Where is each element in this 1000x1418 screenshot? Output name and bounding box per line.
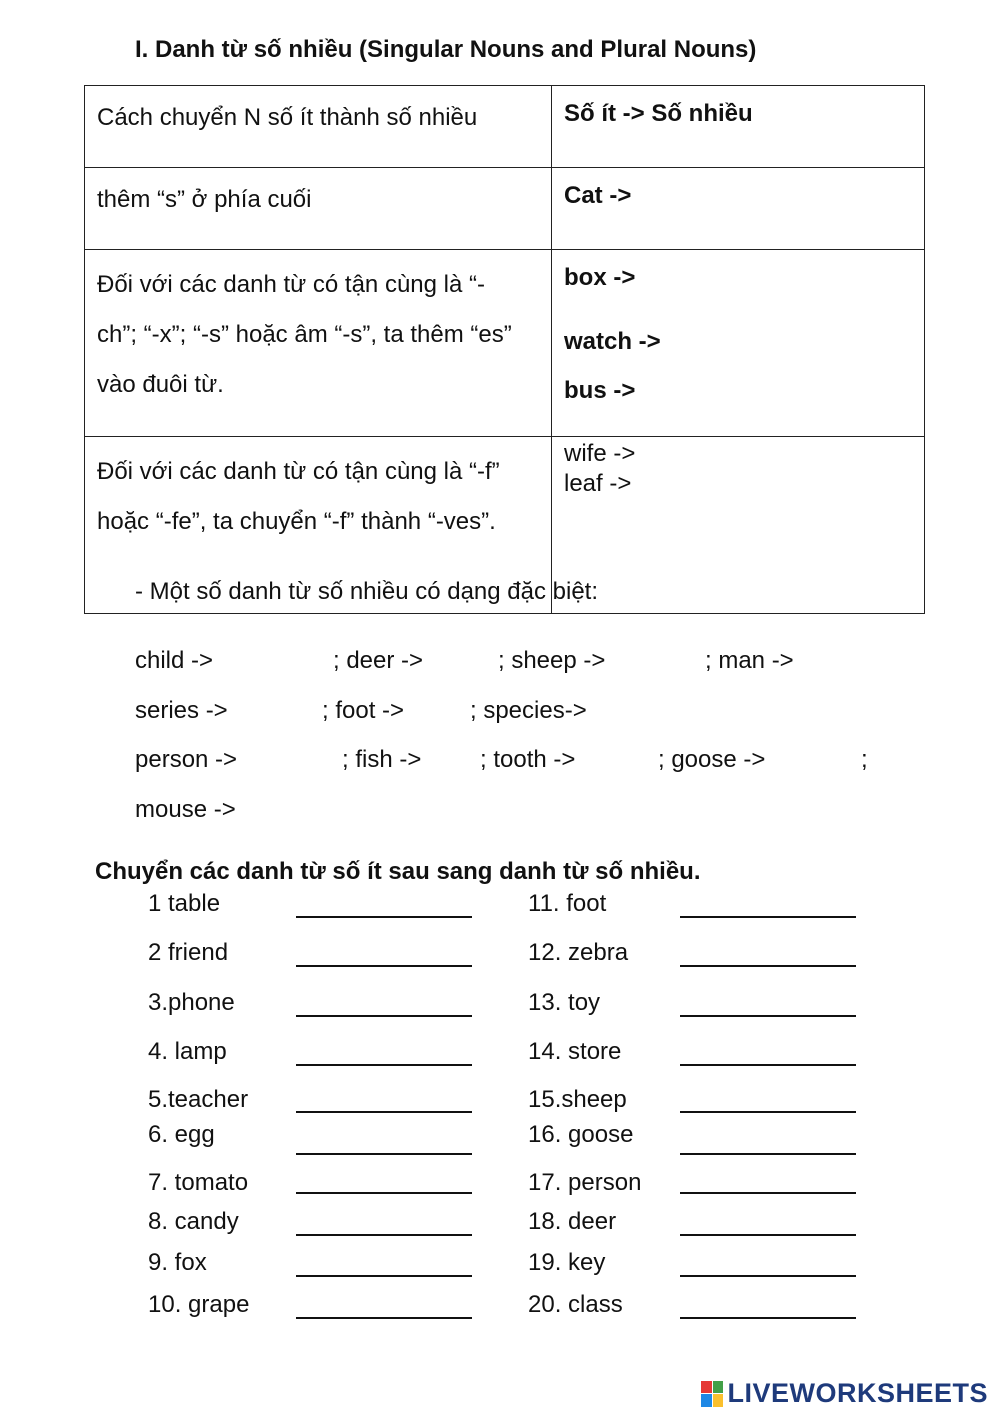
example-cell: Cat -> (552, 168, 925, 250)
exercise-item: 4. lamp (148, 1038, 227, 1065)
exercise-item: 1 table (148, 890, 221, 917)
exercise-item: 10. grape (148, 1291, 250, 1318)
exercise-item: 19. key (528, 1249, 606, 1276)
special-noun: ; sheep -> (498, 647, 606, 674)
answer-blank[interactable] (680, 965, 856, 967)
answer-blank[interactable] (680, 916, 856, 918)
answer-blank[interactable] (680, 1153, 856, 1155)
special-noun: person -> (135, 746, 238, 773)
exercise-item: 12. zebra (528, 939, 629, 966)
answer-blank[interactable] (296, 965, 472, 967)
example-word: wife -> (564, 440, 636, 467)
liveworksheets-icon (701, 1381, 723, 1407)
example-word: watch -> (564, 328, 661, 355)
example-cell (552, 250, 925, 437)
header-right-cell: Số ít -> Số nhiều (552, 86, 925, 168)
exercise-item: 13. toy (528, 989, 601, 1016)
answer-blank[interactable] (680, 1064, 856, 1066)
special-noun: ; fish -> (342, 746, 422, 773)
answer-blank[interactable] (680, 1192, 856, 1194)
exercise-title: Chuyển các danh từ số ít sau sang danh từ số nhiều. (95, 858, 701, 885)
answer-blank[interactable] (296, 1111, 472, 1113)
special-noun: mouse -> (135, 796, 236, 823)
answer-blank[interactable] (680, 1234, 856, 1236)
table-row (85, 168, 925, 250)
exercise-item: 7. tomato (148, 1169, 249, 1196)
answer-blank[interactable] (296, 1192, 472, 1194)
answer-blank[interactable] (296, 1275, 472, 1277)
special-noun: series -> (135, 697, 228, 724)
example-word: bus -> (564, 377, 636, 404)
answer-blank[interactable] (680, 1111, 856, 1113)
example-word: leaf -> (564, 470, 632, 497)
answer-blank[interactable] (296, 1317, 472, 1319)
exercise-item: 18. deer (528, 1208, 617, 1235)
example-word: box -> (564, 264, 636, 291)
exercise-item: 5.teacher (148, 1086, 249, 1113)
answer-blank[interactable] (296, 1064, 472, 1066)
liveworksheets-logo (701, 1378, 988, 1409)
special-noun: ; goose -> (658, 746, 766, 773)
exercise-item: 2 friend (148, 939, 229, 966)
brand-name: LIVEWORKSHEETS (727, 1378, 988, 1408)
answer-blank[interactable] (680, 1317, 856, 1319)
rule-cell: thêm “s” ở phía cuối (85, 168, 552, 250)
answer-blank[interactable] (680, 1015, 856, 1017)
page-title: I. Danh từ số nhiều (Singular Nouns and Plural Nouns) (135, 36, 757, 63)
exercise-item: 9. fox (148, 1249, 207, 1276)
exercise-item: 14. store (528, 1038, 622, 1065)
special-noun: ; (861, 746, 868, 773)
rules-table (84, 85, 925, 614)
special-nouns-intro: - Một số danh từ số nhiều có dạng đặc biệt: (135, 578, 599, 605)
exercise-item: 17. person (528, 1169, 642, 1196)
header-left-cell: Cách chuyển N số ít thành số nhiều (85, 86, 552, 168)
special-noun: ; foot -> (322, 697, 405, 724)
answer-blank[interactable] (680, 1275, 856, 1277)
icon-tile (701, 1394, 712, 1407)
answer-blank[interactable] (296, 1234, 472, 1236)
exercise-item: 20. class (528, 1291, 623, 1318)
exercise-item: 15.sheep (528, 1086, 627, 1113)
special-noun: ; deer -> (333, 647, 424, 674)
special-noun: ; tooth -> (480, 746, 576, 773)
special-noun: ; species-> (470, 697, 587, 724)
rule-cell: Đối với các danh từ có tận cùng là “-f” hoặc “-fe”, ta chuyển “-f” thành “-ves”. (85, 437, 552, 614)
answer-blank[interactable] (296, 916, 472, 918)
exercise-item: 3.phone (148, 989, 235, 1016)
icon-tile (701, 1381, 712, 1394)
exercise-item: 6. egg (148, 1121, 215, 1148)
example-cell (552, 437, 925, 614)
special-noun: ; man -> (705, 647, 794, 674)
exercise-item: 11. foot (528, 890, 607, 917)
icon-tile (713, 1381, 724, 1394)
exercise-item: 8. candy (148, 1208, 239, 1235)
answer-blank[interactable] (296, 1015, 472, 1017)
answer-blank[interactable] (296, 1153, 472, 1155)
rule-cell: Đối với các danh từ có tận cùng là “-ch”; “-x”; “-s” hoặc âm “-s”, ta thêm “es” vào đuôi từ. (85, 250, 552, 437)
exercise-item: 16. goose (528, 1121, 634, 1148)
special-noun: child -> (135, 647, 214, 674)
icon-tile (713, 1394, 724, 1407)
table-row (85, 250, 925, 437)
table-header-row (85, 86, 925, 168)
